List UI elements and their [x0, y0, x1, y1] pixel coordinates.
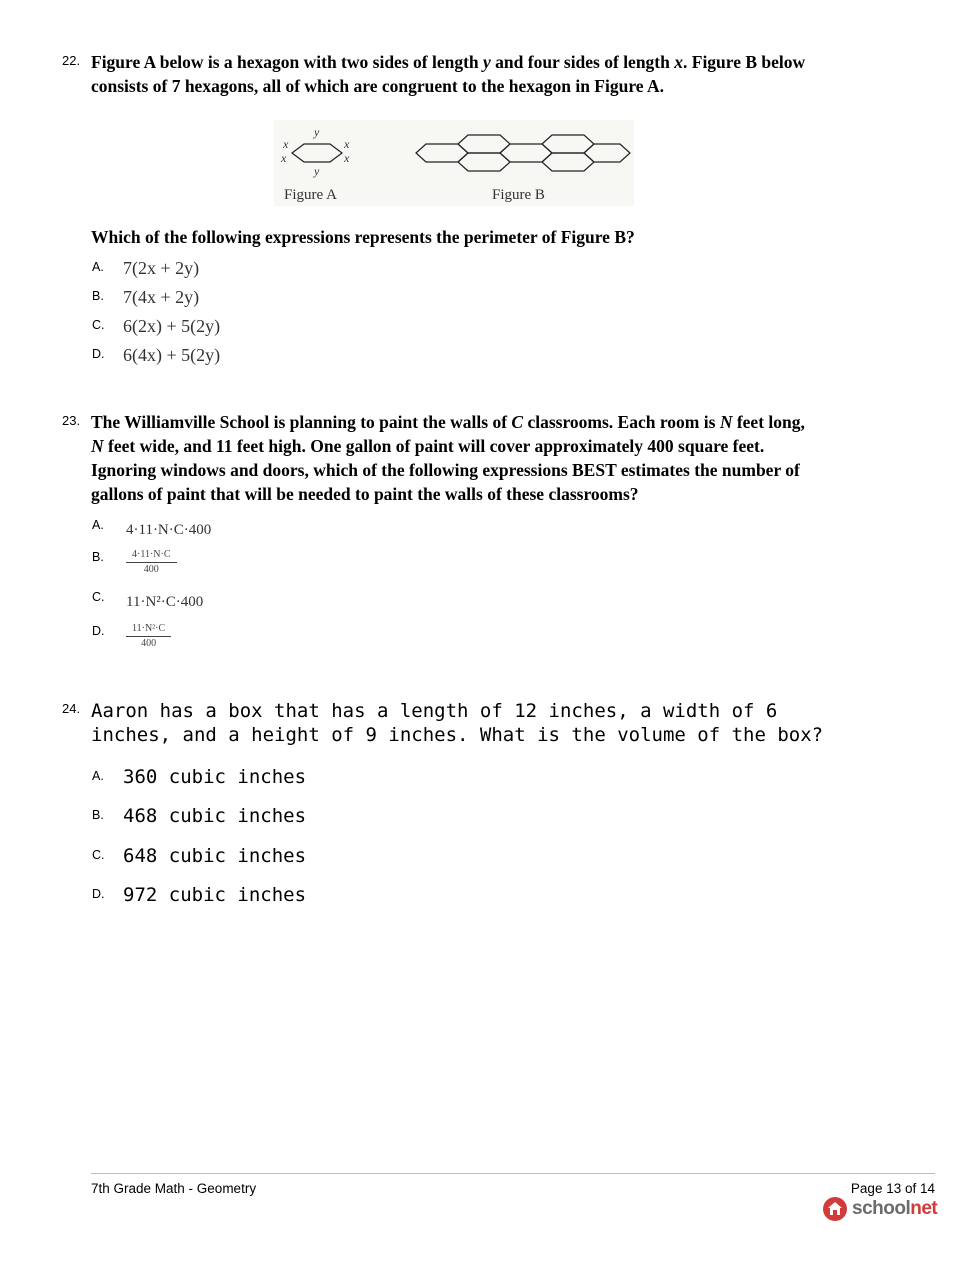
schoolnet-logo — [822, 1196, 937, 1222]
option-letter: D. — [92, 347, 105, 361]
stem-variable: C — [511, 412, 524, 432]
option-text: 468 cubic inches — [123, 805, 307, 827]
fraction-numerator: 4·11·N·C — [126, 548, 177, 563]
figure-a-hexagon — [292, 144, 342, 162]
figure-a-caption: Figure A — [284, 187, 337, 203]
question-stem — [91, 50, 821, 98]
question-number: 24. — [62, 701, 81, 716]
hexagon-figure — [274, 120, 634, 206]
figure-a-label-y-bottom: y — [314, 164, 320, 178]
logo-text-school: school — [852, 1198, 911, 1219]
fraction-denominator: 400 — [141, 638, 157, 649]
fraction-denominator: 400 — [143, 564, 159, 575]
option-letter: D. — [92, 624, 105, 638]
stem-part: Figure A below is a hexagon with two sides of length — [91, 52, 483, 72]
house-icon — [822, 1196, 848, 1222]
question-number: 22. — [62, 53, 81, 68]
option-text: 360 cubic inches — [123, 766, 307, 788]
option-text: 7(2x + 2y) — [123, 258, 200, 278]
option-text: 648 cubic inches — [123, 845, 307, 867]
stem-variable: y — [483, 52, 491, 72]
option-letter: A. — [92, 260, 104, 274]
stem-variable: N — [719, 412, 733, 432]
option-fraction — [126, 622, 171, 651]
figure-b-hexagons — [416, 135, 630, 171]
footer-course-title: 7th Grade Math - Geometry — [91, 1181, 257, 1196]
option-letter: C. — [92, 590, 105, 604]
figure-a-label-x: x — [281, 151, 287, 165]
stem-variable: x — [674, 52, 683, 72]
option-letter: B. — [92, 808, 104, 822]
figure-b-hexagon — [584, 144, 630, 162]
option-letter: B. — [92, 550, 104, 564]
figure-a-label-y-top: y — [314, 125, 320, 139]
figure-a-label-x: x — [344, 137, 350, 151]
figure-a-label-x: x — [283, 137, 289, 151]
question-stem: Aaron has a box that has a length of 12 inches, a width of 6 inches, and a height of 9 inches. What is the volume of the box? — [91, 700, 824, 746]
figure-a-label-x: x — [344, 151, 350, 165]
fraction-numerator: 11·N²·C — [126, 622, 171, 637]
footer-divider — [91, 1173, 935, 1174]
option-letter: A. — [92, 518, 104, 532]
stem-part: . Figure B below consists of 7 hexagons, all of which are congruent to the hexagon in Figure A. — [91, 52, 806, 96]
stem-part: feet long, — [732, 412, 805, 432]
option-text: 6(2x) + 5(2y) — [123, 316, 221, 336]
question-prompt: Which of the following expressions represents the perimeter of Figure B? — [91, 227, 635, 247]
logo-wordmark — [852, 1198, 937, 1220]
option-letter: C. — [92, 848, 105, 862]
logo-text-net: net — [910, 1198, 938, 1219]
stem-variable: N — [91, 436, 104, 456]
option-letter: D. — [92, 887, 105, 901]
option-text: 11·N²·C·400 — [126, 594, 204, 610]
option-text: 7(4x + 2y) — [123, 287, 200, 307]
option-text: 972 cubic inches — [123, 884, 307, 906]
option-letter: A. — [92, 769, 104, 783]
hexagon-figure-svg — [274, 120, 634, 206]
option-fraction — [126, 548, 177, 577]
stem-part: The Williamville School is planning to paint the walls of — [91, 412, 512, 432]
stem-part: classrooms. Each room is — [523, 412, 720, 432]
option-letter: B. — [92, 289, 104, 303]
option-text: 4·11·N·C·400 — [126, 522, 212, 538]
question-stem — [91, 410, 821, 506]
option-letter: C. — [92, 318, 105, 332]
stem-part: and four sides of length — [490, 52, 675, 72]
footer-page-number: Page 13 of 14 — [850, 1181, 935, 1196]
question-number: 23. — [62, 413, 81, 428]
option-text: 6(4x) + 5(2y) — [123, 345, 221, 365]
figure-b-caption: Figure B — [492, 187, 545, 203]
stem-part: feet wide, and 11 feet high. One gallon of paint will cover approximately 400 square feet. Ignoring windows and doors, which of the following expressions BEST estimates the number of gallons of paint that will be needed to paint the walls of these classrooms? — [91, 436, 800, 504]
